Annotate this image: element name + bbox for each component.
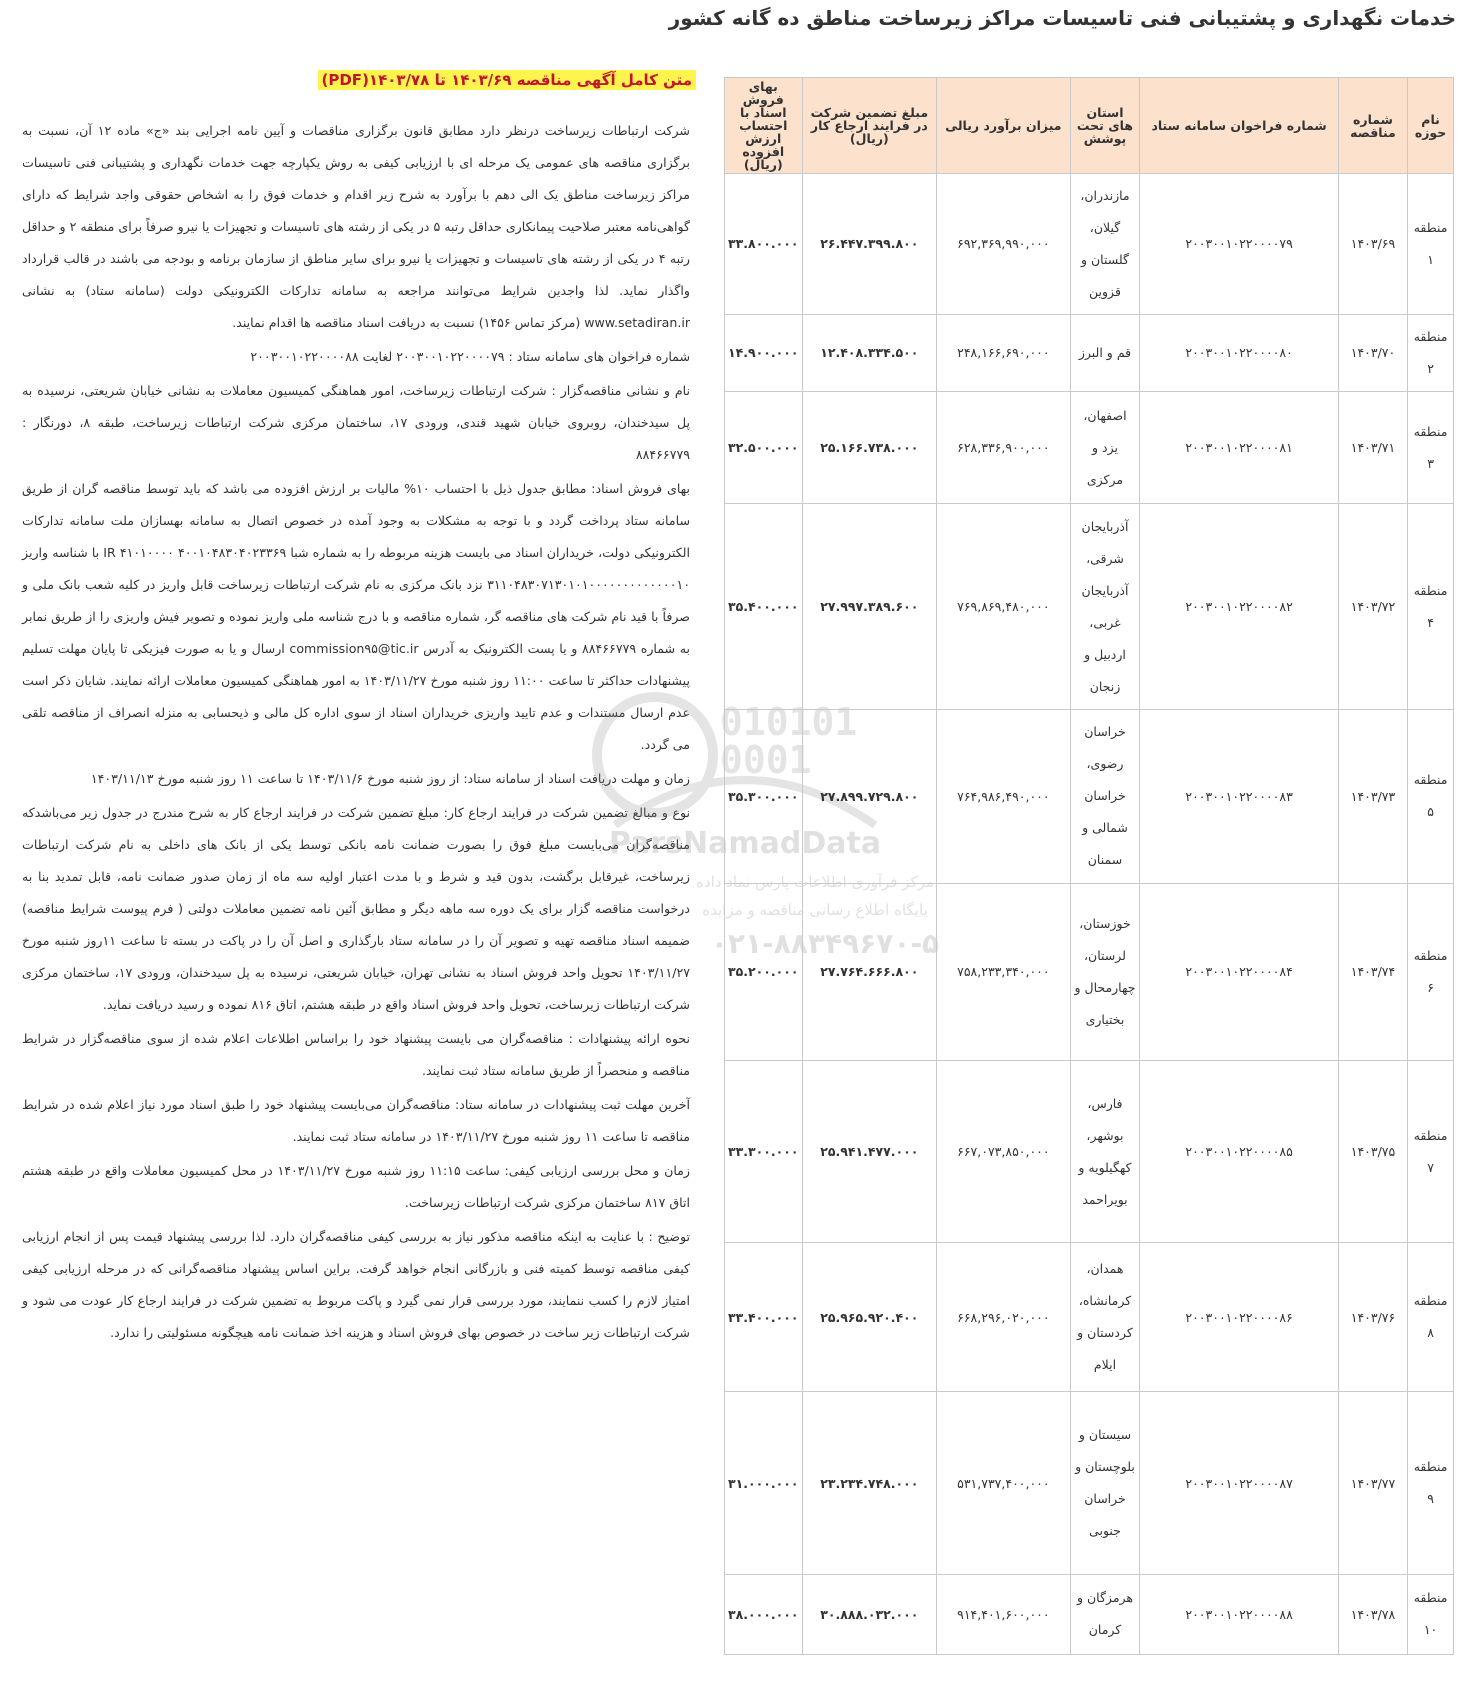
provinces-cell: سیستان و بلوچستان و خراسان جنوبی [1070, 1392, 1140, 1575]
provinces-cell: فارس، بوشهر، کهگیلویه و بویراحمد [1070, 1060, 1140, 1243]
guarantee-paragraph: نوع و مبالغ تضمین شرکت در فرایند ارجاع کار: مبلغ تضمین شرکت در فرایند ارجاع کار به شرح مندرج در جدول زیر می‌باشدکه مناقصه‌گران می‌بایست مبلغ فوق را بصورت ضمانت نامه بانکی توسط یکی از بانک های داخلی به نام شرکت ارتباطات زیرساخت، غیرقابل برگشت، بدون قید و شرط و با مدت اعتبار اولیه سه ماه از زمان صدور ضمانت نامه، قابل تمدید بنا به درخواست مناقصه گزار برای یک دوره سه ماهه دیگر و مطابق آئین نامه تضمین معاملات دولتی ( فرم پیوست شرایط مناقصه) ضمیمه اسناد مناقصه تهیه و تصویر آن را در سامانه ستاد بارگذاری و اصل آن را در پاکت در بسته تا ساعت ۱۱روز شنبه مورخ ۱۴۰۳/۱۱/۲۷ تحویل واحد فروش اسناد به نشانی تهران، خیابان شریعتی، نرسیده به پل سیدخندان، ورودی ۱۷، ساختمان مرکزی شرکت ارتباطات زیرساخت، تحویل واحد فروش اسناد واقع در طبقه هشتم، اتاق ۸۱۶ نموده و رسید دریافت نماید. [22, 805, 690, 1012]
zone-cell: منطقه ۸ [1408, 1243, 1454, 1392]
document-price-cell: ۳۳.۸۰۰.۰۰۰ [725, 174, 803, 315]
guarantee-cell: ۲۷.۹۹۷.۳۸۹.۶۰۰ [802, 504, 937, 709]
setad-number-cell: ۲۰۰۳۰۰۱۰۲۲۰۰۰۰۸۰ [1140, 314, 1338, 391]
setad-number-cell: ۲۰۰۳۰۰۱۰۲۲۰۰۰۰۷۹ [1140, 174, 1338, 315]
estimate-cell: ۹۱۴,۴۰۱,۶۰۰,۰۰۰ [937, 1574, 1071, 1654]
table-row [725, 174, 1454, 315]
zone-cell: منطقه ۶ [1408, 884, 1454, 1061]
header-tender-number: شماره مناقصه [1338, 78, 1407, 174]
setad-number-cell: ۲۰۰۳۰۰۱۰۲۲۰۰۰۰۸۵ [1140, 1060, 1338, 1243]
setad-number-cell: ۲۰۰۳۰۰۱۰۲۲۰۰۰۰۸۴ [1140, 884, 1338, 1061]
provinces-cell: خراسان رضوی، خراسان شمالی و سمنان [1070, 709, 1140, 883]
table-row [725, 504, 1454, 709]
tender-number-cell: ۱۴۰۳/۷۷ [1338, 1392, 1407, 1575]
setad-number-cell: ۲۰۰۳۰۰۱۰۲۲۰۰۰۰۸۳ [1140, 709, 1338, 883]
setad-number-cell: ۲۰۰۳۰۰۱۰۲۲۰۰۰۰۸۱ [1140, 391, 1338, 504]
setad-number-cell: ۲۰۰۳۰۰۱۰۲۲۰۰۰۰۸۲ [1140, 504, 1338, 709]
estimate-cell: ۵۳۱,۷۳۷,۴۰۰,۰۰۰ [937, 1392, 1071, 1575]
header-zone: نام حوزه [1408, 78, 1454, 174]
watermark-line1: مرکز فرآوری اطلاعات پارس نماد داده [696, 873, 934, 891]
zone-cell: منطقه ۱۰ [1408, 1574, 1454, 1654]
document-price-cell: ۳۸.۰۰۰.۰۰۰ [725, 1574, 803, 1654]
full-notice-pdf-link[interactable]: متن کامل آگهی مناقصه ۱۴۰۳/۶۹ تا ۱۴۰۳/۷۸(PDF) [318, 70, 697, 90]
tender-number-cell: ۱۴۰۳/۷۲ [1338, 504, 1407, 709]
document-price-cell: ۳۲.۵۰۰.۰۰۰ [725, 391, 803, 504]
zone-cell: منطقه ۳ [1408, 391, 1454, 504]
zone-cell: منطقه ۵ [1408, 709, 1454, 883]
zone-cell: منطقه ۱ [1408, 174, 1454, 315]
setad-number-cell: ۲۰۰۳۰۰۱۰۲۲۰۰۰۰۸۶ [1140, 1243, 1338, 1392]
guarantee-cell: ۳۰.۸۸۸.۰۳۲.۰۰۰ [802, 1574, 937, 1654]
table-row [725, 884, 1454, 1061]
setad-number-cell: ۲۰۰۳۰۰۱۰۲۲۰۰۰۰۸۸ [1140, 1574, 1338, 1654]
zone-cell: منطقه ۹ [1408, 1392, 1454, 1575]
tender-number-cell: ۱۴۰۳/۶۹ [1338, 174, 1407, 315]
provinces-cell: هرمزگان و کرمان [1070, 1574, 1140, 1654]
tender-number-cell: ۱۴۰۳/۷۳ [1338, 709, 1407, 883]
tender-number-cell: ۱۴۰۳/۷۱ [1338, 391, 1407, 504]
svg-text:010101: 010101 [720, 700, 858, 744]
zone-cell: منطقه ۲ [1408, 314, 1454, 391]
table-header-row [725, 78, 1454, 174]
table-row [725, 1060, 1454, 1243]
document-price-cell: ۳۵.۲۰۰.۰۰۰ [725, 884, 803, 1061]
zone-cell: منطقه ۷ [1408, 1060, 1454, 1243]
estimate-cell: ۶۹۲,۳۶۹,۹۹۰,۰۰۰ [937, 174, 1071, 315]
submission-deadline-paragraph: آخرین مهلت ثبت پیشنهادات در سامانه ستاد: مناقصه‌گران می‌بایست پیشنهاد خود را طبق اسناد مورد نیاز اعلام شده در شرایط مناقصه تا ساعت ۱۱ روز شنبه مورخ ۱۴۰۳/۱۱/۲۷ در سامانه ستاد ثبت نمایند. [22, 1097, 690, 1144]
watermark-line2: پایگاه اطلاع رسانی مناقصه و مزایده [702, 901, 928, 919]
guarantee-cell: ۲۵.۹۴۱.۴۷۷.۰۰۰ [802, 1060, 937, 1243]
estimate-cell: ۶۶۸,۲۹۶,۰۲۰,۰۰۰ [937, 1243, 1071, 1392]
notice-body [22, 115, 690, 1351]
header-estimate: میزان برآورد ریالی [937, 78, 1071, 174]
provinces-cell: آذربایجان شرقی، آذربایجان غربی، اردبیل و زنجان [1070, 504, 1140, 709]
tenderer-address-paragraph: نام و نشانی مناقصه‌گزار : شرکت ارتباطات زیرساخت، امور هماهنگی کمیسیون معاملات به نشانی خیابان شریعتی، نرسیده به پل سیدخندان، روبروی خیابان شهید قندی، ورودی ۱۷، ساختمان مرکزی شرکت ارتباطات زیرساخت، طبقه ۸، دورنگار : ۸۸۴۶۶۷۷۹ [22, 383, 691, 462]
submission-method-paragraph: نحوه ارائه پیشنهادات : مناقصه‌گران می بایست پیشنهاد خود را براساس اطلاعات اعلام شده از سوی مناقصه‌گزار در شرایط مناقصه و منحصراً از طریق سامانه ستاد ثبت نمایند. [22, 1031, 690, 1078]
estimate-cell: ۷۶۹,۸۶۹,۴۸۰,۰۰۰ [937, 504, 1071, 709]
document-price-cell: ۳۳.۴۰۰.۰۰۰ [725, 1243, 803, 1392]
estimate-cell: ۲۴۸,۱۶۶,۶۹۰,۰۰۰ [937, 314, 1071, 391]
provinces-cell: قم و البرز [1070, 314, 1140, 391]
estimate-cell: ۷۶۴,۹۸۶,۴۹۰,۰۰۰ [937, 709, 1071, 883]
document-price-cell: ۳۱.۰۰۰.۰۰۰ [725, 1392, 803, 1575]
tender-number-cell: ۱۴۰۳/۷۸ [1338, 1574, 1407, 1654]
guarantee-cell: ۲۷.۷۶۴.۶۶۶.۸۰۰ [802, 884, 937, 1061]
guarantee-cell: ۲۵.۱۶۶.۷۳۸.۰۰۰ [802, 391, 937, 504]
table-row [725, 391, 1454, 504]
document-deadline-paragraph: زمان و مهلت دریافت اسناد از سامانه ستاد: از روز شنبه مورخ ۱۴۰۳/۱۱/۶ تا ساعت ۱۱ روز شنبه مورخ ۱۴۰۳/۱۱/۱۳ [90, 771, 690, 786]
document-price-cell: ۳۵.۴۰۰.۰۰۰ [725, 504, 803, 709]
guarantee-cell: ۱۲.۴۰۸.۳۳۴.۵۰۰ [802, 314, 937, 391]
header-document-price: بهای فروش اسناد با احتساب ارزش افزوده (ریال) [725, 78, 803, 174]
zone-cell: منطقه ۴ [1408, 504, 1454, 709]
page-title: خدمات نگهداری و پشتیبانی فنی تاسیسات مراکز زیرساخت مناطق ده گانه کشور [668, 6, 1456, 30]
guarantee-cell: ۲۷.۸۹۹.۷۲۹.۸۰۰ [802, 709, 937, 883]
watermark-phone: ۰۲۱-۸۸۳۴۹۶۷۰-۵ [710, 927, 940, 960]
watermark-brand: ParsNamadData [608, 826, 882, 861]
provinces-cell: مازندران، گیلان، گلستان و قزوین [1070, 174, 1140, 315]
header-setad-number: شماره فراخوان سامانه ستاد [1140, 78, 1338, 174]
tender-number-cell: ۱۴۰۳/۷۵ [1338, 1060, 1407, 1243]
header-guarantee: مبلغ تضمین شرکت در فرایند ارجاع کار (ریال) [802, 78, 937, 174]
evaluation-paragraph: زمان و محل بررسی ارزیابی کیفی: ساعت ۱۱:۱۵ روز شنبه مورخ ۱۴۰۳/۱۱/۲۷ در محل کمیسیون معاملات واقع در طبقه هشتم اتاق ۸۱۷ ساختمان مرکزی شرکت ارتباطات زیرساخت. [22, 1163, 690, 1210]
document-price-cell: ۳۵.۳۰۰.۰۰۰ [725, 709, 803, 883]
note-paragraph: توضیح : با عنایت به اینکه مناقصه مذکور نیاز به بررسی کیفی مناقصه‌گران دارد. لذا بررسی پیشنهاد قیمت پس از انجام ارزیابی کیفی مناقصه توسط کمیته فنی و بازرگانی انجام خواهد گرفت. براین اساس پیشنهاد مناقصه‌گرانی که در مرحله ارزیابی کیفی امتیاز لازم را کسب ننمایند، مورد بررسی قرار نمی گیرد و پاکت مربوط به تضمین شرکت در فرایند ارجاع کار عودت می شود و شرکت ارتباطات زیر ساخت در خصوص بهای فروش اسناد و هزینه اخذ ضمانت نامه هیچگونه مسئولیتی را ندارد. [22, 1229, 690, 1340]
tenders-table-wrapper [724, 77, 1454, 1655]
estimate-cell: ۷۵۸,۲۳۳,۳۴۰,۰۰۰ [937, 884, 1071, 1061]
guarantee-cell: ۲۶.۴۴۷.۳۹۹.۸۰۰ [802, 174, 937, 315]
header-provinces: استان های تحت پوشش [1070, 78, 1140, 174]
svg-text:0001: 0001 [720, 738, 812, 782]
estimate-cell: ۶۶۷,۰۷۳,۸۵۰,۰۰۰ [937, 1060, 1071, 1243]
tender-number-cell: ۱۴۰۳/۷۴ [1338, 884, 1407, 1061]
guarantee-cell: ۲۵.۹۶۵.۹۲۰.۴۰۰ [802, 1243, 937, 1392]
table-row [725, 1243, 1454, 1392]
intro-paragraph: شرکت ارتباطات زیرساخت درنظر دارد مطابق قانون برگزاری مناقصات و آیین نامه اجرایی بند «ج» ماده ۱۲ آن، نسبت به برگزاری مناقصه های عمومی یک مرحله ای با ارزیابی کیفی به روش یکپارچه جهت خدمات نگهداری و پشتیبانی فنی تاسیسات مراکز زیرساخت مناطق یک الی دهم با برآورد به شرح زیر اقدام و خدمات فوق را به اشخاص حقوقی واجد شرایط که دارای گواهی‌نامه معتبر صلاحیت پیمانکاری حداقل رتبه ۵ در یکی از رشته های تاسیسات و تجهیزات یا نیرو صرفاً برای منطقه ۲ و حداقل رتبه ۴ در یکی از رشته های تاسیسات و تجهیزات یا نیرو برای سایر مناطق از سازمان برنامه و بودجه می باشند در قالب قرارداد واگذار نماید. لذا واجدین شرایط می‌توانند مراجعه به سامانه تدارکات الکترونیکی دولت (سامانه ستاد) به نشانی www.setadiran.ir (مرکز تماس ۱۴۵۶) نسبت به دریافت اسناد مناقصه ها اقدام نمایند. [22, 123, 691, 330]
estimate-cell: ۶۲۸,۳۳۶,۹۰۰,۰۰۰ [937, 391, 1071, 504]
table-row [725, 314, 1454, 391]
tenders-table [724, 77, 1454, 1655]
table-row [725, 1392, 1454, 1575]
setad-number-cell: ۲۰۰۳۰۰۱۰۲۲۰۰۰۰۸۷ [1140, 1392, 1338, 1575]
document-price-cell: ۱۴.۹۰۰.۰۰۰ [725, 314, 803, 391]
provinces-cell: خوزستان، لرستان، چهارمحال و بختیاری [1070, 884, 1140, 1061]
document-price-paragraph: بهای فروش اسناد: مطابق جدول ذیل با احتساب ۱۰% مالیات بر ارزش افزوده می باشد که باید توسط مناقصه گران از طریق سامانه ستاد پرداخت گردد و با توجه به مشکلات به وجود آمده در خصوص اتصال به سامانه بهسازان ملت سامانه تدارکات الکترونیکی دولت، خریداران اسناد می بایست هزینه مربوطه را به شماره شبا IR ۴۱۰۱۰۰۰۰ ۴۰۰۱۰۴۸۳۰۴۰۲۳۳۶۹ با شناسه واریز ۳۱۱۰۴۸۳۰۷۱۳۰۱۰۱۰۰۰۰۰۰۰۰۰۰۰۰۰۱۰ نزد بانک مرکزی به نام شرکت ارتباطات زیرساخت قابل واریز در کلیه شعب بانک ملی و صرفاً با قید نام شرکت های مناقصه گر، شماره مناقصه و با درج شناسه ملی واریز نموده و تصویر فیش واریزی را از طریق نمابر به شماره ۸۸۴۶۶۷۷۹ و یا پست الکترونیک به آدرس commission۹۵@tic.ir ارسال و یا به صورت فیزیکی تا پایان مهلت تسلیم پیشنهادات حداکثر تا ساعت ۱۱:۰۰ روز شنبه مورخ ۱۴۰۳/۱۱/۲۷ به امور هماهنگی کمیسیون معاملات ارائه نمایند. شایان ذکر است عدم ارسال مستندات و عدم تایید واریزی خریداران اسناد از سوی اداره کل مالی و ذیحسابی به منزله انصراف از مناقصه تلقی می گردد. [22, 481, 691, 752]
tender-number-cell: ۱۴۰۳/۷۶ [1338, 1243, 1407, 1392]
guarantee-cell: ۲۳.۲۳۴.۷۴۸.۰۰۰ [802, 1392, 937, 1575]
document-price-cell: ۳۳.۳۰۰.۰۰۰ [725, 1060, 803, 1243]
provinces-cell: همدان، کرمانشاه، کردستان و ایلام [1070, 1243, 1140, 1392]
setad-numbers-paragraph: شماره فراخوان های سامانه ستاد : ۲۰۰۳۰۰۱۰۲۲۰۰۰۰۷۹ لغایت ۲۰۰۳۰۰۱۰۲۲۰۰۰۰۸۸ [250, 349, 690, 364]
table-row [725, 1574, 1454, 1654]
provinces-cell: اصفهان، یزد و مرکزی [1070, 391, 1140, 504]
table-row [725, 709, 1454, 883]
tender-number-cell: ۱۴۰۳/۷۰ [1338, 314, 1407, 391]
